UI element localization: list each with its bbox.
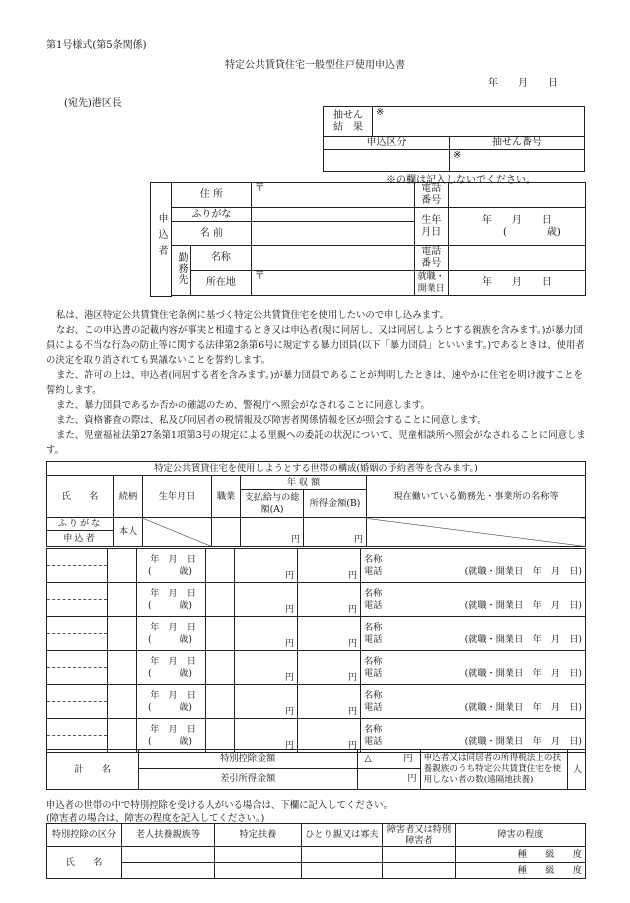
member-relation-field[interactable] <box>108 651 137 685</box>
employer-name-label: 名称 <box>191 246 252 271</box>
col-work: 現在働いている勤務先・事業所の名称等 <box>367 476 586 518</box>
member-job-field[interactable] <box>206 583 235 617</box>
member-dob-field[interactable]: 年 月 日 ( 歳) <box>137 583 206 617</box>
form-number: 第1号様式(第5条関係) <box>46 40 147 51</box>
member-dob-field[interactable]: 年 月 日 ( 歳) <box>137 617 206 651</box>
dob-field[interactable]: 年 月 日 ( 歳) <box>448 208 585 246</box>
lottery-table <box>323 106 585 172</box>
lottery-result-mark: ※ <box>373 107 585 137</box>
member-relation-field[interactable] <box>108 583 137 617</box>
member-table <box>46 548 586 753</box>
member-dob-field[interactable]: 年 月 日 ( 歳) <box>137 651 206 685</box>
household-caption: 特定公共賃貸住宅を使用しようとする世帯の構成(婚姻の予約者等を含みます。) <box>47 462 586 476</box>
sp-disabled-field[interactable] <box>383 847 456 863</box>
sp-degree: 障害の程度 <box>456 824 586 847</box>
col-income: 年 収 額 <box>241 476 367 490</box>
sp-disabled-field[interactable] <box>383 863 456 879</box>
paragraph: また、許可の上は、申込者(同居する者を含みます。)が暴力団員であることが判明したときは、速やかに住宅を明け渡すことを誓約します。 <box>46 370 583 396</box>
member-work-field[interactable]: 名称 電話 (就職・開業日 年 月 日) <box>361 617 586 651</box>
furigana-field[interactable] <box>251 208 414 222</box>
employer-phone-field[interactable] <box>448 246 585 271</box>
member-income-field[interactable]: 円 <box>298 549 361 583</box>
member-name-field[interactable] <box>47 583 108 617</box>
sp-elderly-field[interactable] <box>122 863 215 879</box>
applicant-dob-cell <box>143 518 212 547</box>
employer-addr-label: 所在地 <box>191 271 252 296</box>
member-name-field[interactable] <box>47 651 108 685</box>
sp-single: ひとり親又は寡夫 <box>302 824 383 847</box>
member-dob-field[interactable]: 年 月 日 ( 歳) <box>137 549 206 583</box>
lottery-number-label: 抽せん番号 <box>450 137 585 150</box>
special-note-2: (障害者の場合は、障害の程度を記入してください。) <box>46 813 265 824</box>
paragraph: 私は、港区特定公共賃貸住宅条例に基づく特定公共賃貸住宅を使用したいので申し込みます。 <box>56 310 450 321</box>
col-job: 職業 <box>212 476 241 518</box>
sp-grade-field[interactable]: 種 級 度 <box>456 863 586 879</box>
member-name-field[interactable] <box>47 617 108 651</box>
form-title: 特定公共賃貸住宅一般型住戸使用申込書 <box>225 60 405 71</box>
dependents-count-field[interactable]: 人 <box>567 750 585 790</box>
dependents-note: 申込者又は同居者の所得税法上の扶養親族のうち特定公共賃貸住宅を使用しない者の数(遠隔地扶養) <box>420 750 567 790</box>
applicant-side-label: 申込者 <box>151 183 172 297</box>
phone-field[interactable] <box>448 183 585 208</box>
col-name: 氏 名 <box>47 476 114 518</box>
special-note-1: 申込者の世帯の中で特別控除を受ける人がいる場合は、下欄に記入してください。 <box>46 800 393 811</box>
furigana-label: ふりがな <box>172 208 252 222</box>
member-salary-field[interactable]: 円 <box>235 685 298 719</box>
sp-elderly-field[interactable] <box>122 847 215 863</box>
member-work-field[interactable]: 名称 電話 (就職・開業日 年 月 日) <box>361 719 586 753</box>
applicant-relation: 本人 <box>114 518 143 547</box>
sp-single-field[interactable] <box>302 863 383 879</box>
employer-side-label: 勤務先 <box>172 246 191 296</box>
table-row <box>47 685 586 719</box>
member-dob-field[interactable]: 年 月 日 ( 歳) <box>137 719 206 753</box>
member-relation-field[interactable] <box>108 549 137 583</box>
member-job-field[interactable] <box>206 651 235 685</box>
member-income-field[interactable]: 円 <box>298 583 361 617</box>
name-field[interactable] <box>251 222 414 246</box>
member-work-field[interactable]: 名称 電話 (就職・開業日 年 月 日) <box>361 549 586 583</box>
net-income-label: 差引所得金額 <box>139 769 358 790</box>
lottery-result-label: 抽せん 結 果 <box>324 107 373 137</box>
member-rows <box>46 548 586 753</box>
member-work-field[interactable]: 名称 電話 (就職・開業日 年 月 日) <box>361 651 586 685</box>
sp-specific-field[interactable] <box>215 847 302 863</box>
phone-label: 電話 番号 <box>414 183 448 208</box>
member-salary-field[interactable]: 円 <box>235 651 298 685</box>
addressee: (宛先)港区長 <box>64 98 122 109</box>
table-row <box>47 583 586 617</box>
special-deduction-label: 特別控除金額 <box>139 750 358 769</box>
member-job-field[interactable] <box>206 549 235 583</box>
member-work-field[interactable]: 名称 電話 (就職・開業日 年 月 日) <box>361 583 586 617</box>
dob-label: 生年 月日 <box>414 208 448 246</box>
member-salary-field[interactable]: 円 <box>235 617 298 651</box>
applicant-furigana-label: ふりがな <box>47 518 114 531</box>
member-salary-field[interactable]: 円 <box>235 583 298 617</box>
category-label: 申込区分 <box>324 137 450 150</box>
net-income-field[interactable]: 円 <box>357 769 420 790</box>
applicant-work-cell <box>367 518 586 547</box>
member-relation-field[interactable] <box>108 617 137 651</box>
member-work-field[interactable]: 名称 電話 (就職・開業日 年 月 日) <box>361 685 586 719</box>
sp-name-label: 氏 名 <box>47 847 122 879</box>
member-dob-field[interactable]: 年 月 日 ( 歳) <box>137 685 206 719</box>
paragraph: また、暴力団員であるか否かの確認のため、警視庁へ照会がなされることに同意します。 <box>56 400 430 411</box>
total-count-label: 計 名 <box>47 750 139 790</box>
member-income-field[interactable]: 円 <box>298 617 361 651</box>
member-income-field[interactable]: 円 <box>298 719 361 753</box>
applicant-income-field[interactable]: 円 <box>304 518 367 547</box>
col-relation: 続柄 <box>114 476 143 518</box>
paragraph: また、資格審査の際は、私及び同居者の税情報及び障害者関係情報を区が照会することに同意します。 <box>56 415 487 426</box>
member-job-field[interactable] <box>206 617 235 651</box>
col-income-b: 所得金額(B) <box>304 490 367 518</box>
member-name-field[interactable] <box>47 549 108 583</box>
applicant-label: 申込者 <box>47 531 114 547</box>
sp-specific-field[interactable] <box>215 863 302 879</box>
note-mark: ※の欄は記入しないでください。 <box>386 175 536 186</box>
member-job-field[interactable] <box>206 685 235 719</box>
col-dob: 生年月日 <box>143 476 212 518</box>
member-salary-field[interactable]: 円 <box>235 719 298 753</box>
address-label: 住 所 <box>172 183 252 208</box>
member-relation-field[interactable] <box>108 719 137 753</box>
lottery-number-mark: ※ <box>450 150 585 172</box>
employer-name-field[interactable] <box>251 246 414 271</box>
sp-grade-field[interactable]: 種 級 度 <box>456 847 586 863</box>
table-row <box>47 617 586 651</box>
col-salary: 支払給与の総額(A) <box>241 490 304 518</box>
member-name-field[interactable] <box>47 685 108 719</box>
employer-addr-field[interactable]: 〒 <box>251 271 414 296</box>
employer-phone-label: 電話 番号 <box>414 246 448 271</box>
name-label: 名 前 <box>172 222 252 246</box>
sp-category: 特別控除の区分 <box>47 824 122 847</box>
member-job-field[interactable] <box>206 719 235 753</box>
start-date-label: 就職・ 開業日 <box>414 271 448 296</box>
sp-disabled: 障害者又は特別障害者 <box>383 824 456 847</box>
table-row <box>47 549 586 583</box>
member-income-field[interactable]: 円 <box>298 685 361 719</box>
sp-specific: 特定扶養 <box>215 824 302 847</box>
category-field[interactable] <box>324 150 450 172</box>
member-salary-field[interactable]: 円 <box>235 549 298 583</box>
sp-elderly: 老人扶養親族等 <box>122 824 215 847</box>
member-income-field[interactable]: 円 <box>298 651 361 685</box>
applicant-salary-field[interactable]: 円 <box>241 518 304 547</box>
paragraph: なお、この申込書の記載内容が事実と相違するとき又は申込者(現に同居し、又は同居しようとする親族を含みます。)が暴力団員による不当な行為の防止等に関する法律第2条第6号に規定する暴力団員(以下「暴力団員」といいます。)であるときは、使用者の決定を取り消されても異議ないことを誓約します。 <box>46 325 585 366</box>
table-row <box>47 651 586 685</box>
declaration-text <box>46 308 586 458</box>
special-deduction-field[interactable]: △ 円 <box>357 750 420 769</box>
household-table <box>46 461 586 547</box>
totals-table <box>46 749 586 790</box>
table-row <box>47 719 586 753</box>
start-date-field[interactable]: 年 月 日 <box>448 271 585 296</box>
member-name-field[interactable] <box>47 719 108 753</box>
applicant-table <box>150 182 586 297</box>
applicant-job-field[interactable] <box>212 518 241 547</box>
paragraph: また、児童福祉法第27条第1項第3号の規定による里親への委託の状況について、児童相談所へ照会がなされることに同意します。 <box>46 430 586 456</box>
special-deduction-table <box>46 823 586 879</box>
address-field[interactable]: 〒 <box>251 183 414 208</box>
date-line: 年 月 日 <box>488 78 558 89</box>
member-relation-field[interactable] <box>108 685 137 719</box>
sp-single-field[interactable] <box>302 847 383 863</box>
